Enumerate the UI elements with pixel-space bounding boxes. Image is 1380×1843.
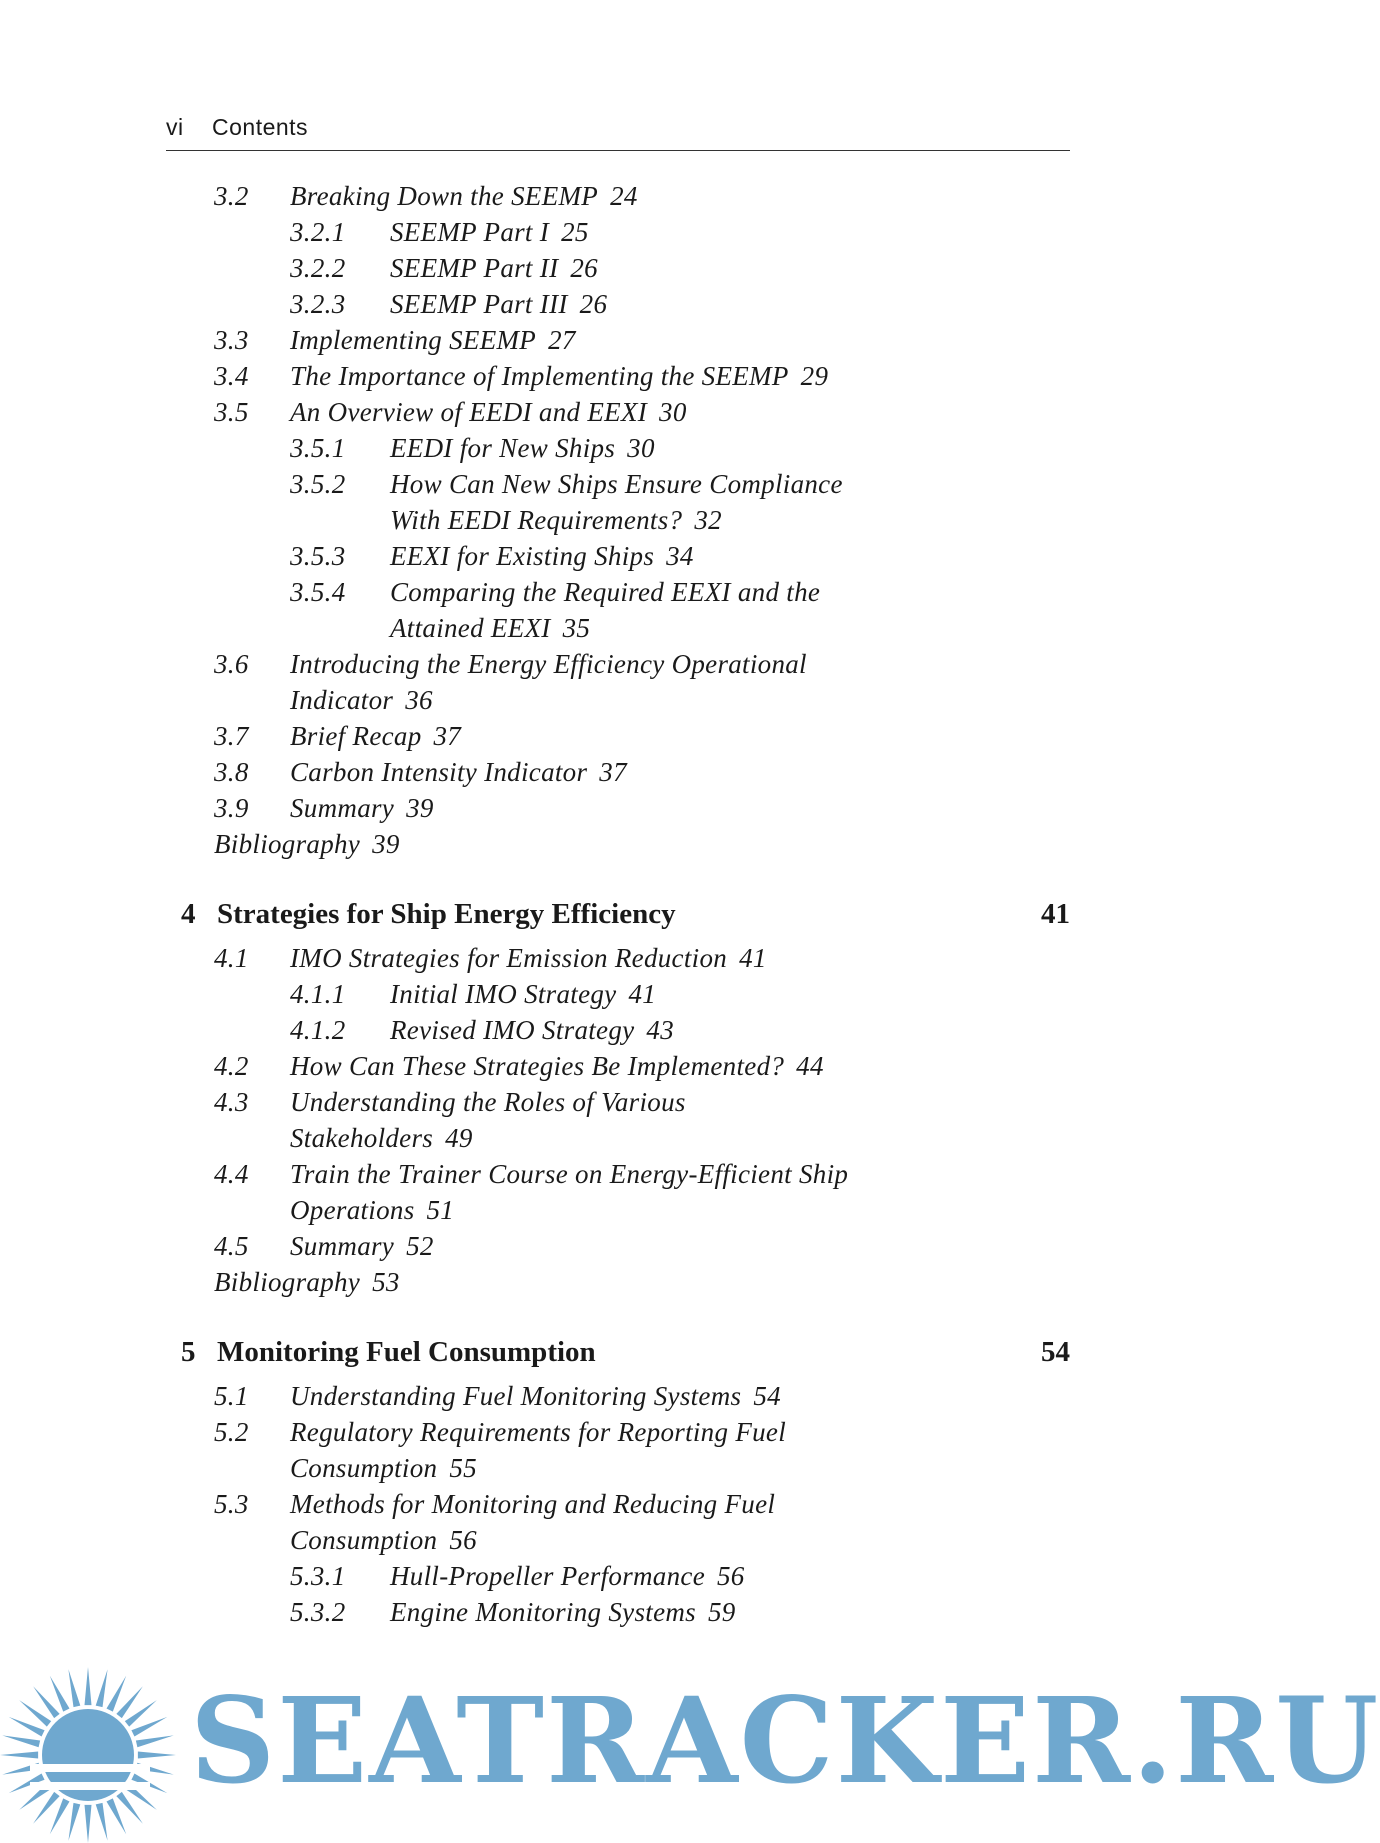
toc-entry-bibliography-4[interactable] bbox=[214, 1264, 400, 1300]
chapter-number: 5 bbox=[181, 1336, 196, 1368]
entry-title: Bibliography bbox=[214, 1267, 361, 1297]
entry-title: Train the Trainer Course on Energy-Efficient Ship bbox=[290, 1159, 849, 1189]
entry-page: 35 bbox=[562, 613, 591, 643]
toc-entry-bibliography-3[interactable] bbox=[214, 826, 400, 862]
entry-page: 30 bbox=[627, 433, 655, 463]
entry-number: 3.8 bbox=[214, 757, 249, 787]
entry-page: 36 bbox=[405, 685, 433, 715]
entry-page: 51 bbox=[426, 1195, 455, 1225]
entry-page: 54 bbox=[753, 1381, 781, 1411]
entry-title: Summary bbox=[290, 793, 395, 823]
entry-title: Methods for Monitoring and Reducing Fuel bbox=[290, 1489, 776, 1519]
entry-number: 4.5 bbox=[214, 1231, 249, 1261]
entry-number: 4.4 bbox=[214, 1159, 249, 1189]
entry-title: How Can New Ships Ensure Compliance bbox=[390, 469, 843, 499]
entry-title-continued: Indicator bbox=[290, 685, 394, 715]
watermark-text: SEATRACKER.RU bbox=[190, 1671, 1380, 1810]
watermark bbox=[0, 1660, 1380, 1843]
entry-number: 3.2.1 bbox=[290, 217, 346, 247]
entry-title: Carbon Intensity Indicator bbox=[290, 757, 588, 787]
entry-number: 5.3.1 bbox=[290, 1561, 346, 1591]
entry-page: 29 bbox=[800, 361, 829, 391]
entry-number: 3.5 bbox=[214, 397, 249, 427]
entry-page: 52 bbox=[406, 1231, 434, 1261]
entry-page: 27 bbox=[548, 325, 576, 355]
entry-title: Implementing SEEMP bbox=[290, 325, 537, 355]
entry-page: 24 bbox=[610, 181, 638, 211]
entry-title: EEDI for New Ships bbox=[390, 433, 616, 463]
sunburst-icon bbox=[0, 1660, 190, 1843]
entry-number: 4.1.2 bbox=[290, 1015, 346, 1045]
entry-page: 41 bbox=[739, 943, 767, 973]
entry-title-continued: Consumption bbox=[290, 1525, 438, 1555]
entry-number: 3.6 bbox=[214, 649, 249, 679]
entry-title: Revised IMO Strategy bbox=[390, 1015, 635, 1045]
entry-title: An Overview of EEDI and EEXI bbox=[290, 397, 648, 427]
entry-title: Comparing the Required EEXI and the bbox=[390, 577, 821, 607]
entry-page: 49 bbox=[445, 1123, 473, 1153]
entry-page: 41 bbox=[628, 979, 657, 1009]
entry-title: Initial IMO Strategy bbox=[390, 979, 617, 1009]
entry-title: Breaking Down the SEEMP bbox=[290, 181, 599, 211]
entry-title-continued: Stakeholders bbox=[290, 1123, 434, 1153]
entry-number: 3.5.3 bbox=[290, 541, 346, 571]
entry-page: 44 bbox=[796, 1051, 824, 1081]
entry-title: SEEMP Part I bbox=[390, 217, 550, 247]
entry-number: 3.9 bbox=[214, 793, 249, 823]
entry-title: IMO Strategies for Emission Reduction bbox=[290, 943, 728, 973]
entry-page: 37 bbox=[433, 721, 462, 751]
entry-title-continued: Attained EEXI bbox=[390, 613, 551, 643]
entry-page: 56 bbox=[449, 1525, 477, 1555]
entry-page: 32 bbox=[694, 505, 722, 535]
entry-number: 5.1 bbox=[214, 1381, 249, 1411]
page-folio: vi bbox=[166, 114, 184, 140]
entry-page: 34 bbox=[666, 541, 694, 571]
entry-page: 25 bbox=[561, 217, 589, 247]
entry-page: 26 bbox=[579, 289, 608, 319]
entry-title: Brief Recap bbox=[290, 721, 422, 751]
entry-title: Bibliography bbox=[214, 829, 361, 859]
entry-number: 4.1 bbox=[214, 943, 249, 973]
entry-number: 5.3.2 bbox=[290, 1597, 346, 1627]
entry-number: 3.3 bbox=[214, 325, 249, 355]
chapter-page: 54 bbox=[1041, 1336, 1070, 1368]
entry-page: 59 bbox=[707, 1597, 736, 1627]
chapter-title: Strategies for Ship Energy Efficiency bbox=[217, 898, 676, 930]
entry-number: 4.3 bbox=[214, 1087, 249, 1117]
entry-number: 3.2.2 bbox=[290, 253, 346, 283]
entry-title: Engine Monitoring Systems bbox=[390, 1597, 696, 1627]
entry-page: 30 bbox=[659, 397, 687, 427]
chapter-title: Monitoring Fuel Consumption bbox=[217, 1336, 596, 1368]
entry-number: 5.3 bbox=[214, 1489, 249, 1519]
entry-number: 3.5.4 bbox=[290, 577, 346, 607]
entry-page: 39 bbox=[406, 793, 434, 823]
entry-page: 43 bbox=[646, 1015, 675, 1045]
chapter-number: 4 bbox=[181, 898, 196, 930]
entry-title: Hull-Propeller Performance bbox=[390, 1561, 705, 1591]
entry-title-continued: With EEDI Requirements? bbox=[390, 505, 683, 535]
entry-page: 56 bbox=[716, 1561, 745, 1591]
entry-page: 37 bbox=[599, 757, 627, 787]
entry-number: 3.2.3 bbox=[290, 289, 346, 319]
entry-number: 4.2 bbox=[214, 1051, 249, 1081]
running-head-title: Contents bbox=[212, 114, 309, 140]
entry-title: SEEMP Part III bbox=[390, 289, 568, 319]
entry-title: Understanding Fuel Monitoring Systems bbox=[290, 1381, 742, 1411]
entry-title: SEEMP Part II bbox=[390, 253, 559, 283]
entry-title-continued: Operations bbox=[290, 1195, 415, 1225]
entry-number: 3.4 bbox=[214, 361, 249, 391]
entry-number: 4.1.1 bbox=[290, 979, 346, 1009]
chapter-page: 41 bbox=[1041, 898, 1070, 930]
entry-number: 3.2 bbox=[214, 181, 249, 211]
entry-page: 53 bbox=[372, 1267, 400, 1297]
entry-title: EEXI for Existing Ships bbox=[390, 541, 655, 571]
entry-number: 3.5.1 bbox=[290, 433, 346, 463]
entry-page: 55 bbox=[449, 1453, 477, 1483]
running-head bbox=[166, 110, 1070, 151]
entry-title: Summary bbox=[290, 1231, 395, 1261]
entry-page: 26 bbox=[570, 253, 598, 283]
entry-number: 5.2 bbox=[214, 1417, 249, 1447]
entry-title-continued: Consumption bbox=[290, 1453, 438, 1483]
entry-title: The Importance of Implementing the SEEMP bbox=[290, 361, 789, 391]
entry-title: Regulatory Requirements for Reporting Fuel bbox=[290, 1417, 787, 1447]
entry-number: 3.7 bbox=[214, 721, 249, 751]
entry-page: 39 bbox=[372, 829, 400, 859]
entry-title: Understanding the Roles of Various bbox=[290, 1087, 686, 1117]
entry-title: How Can These Strategies Be Implemented? bbox=[290, 1051, 785, 1081]
entry-number: 3.5.2 bbox=[290, 469, 346, 499]
entry-title: Introducing the Energy Efficiency Operational bbox=[290, 649, 807, 679]
